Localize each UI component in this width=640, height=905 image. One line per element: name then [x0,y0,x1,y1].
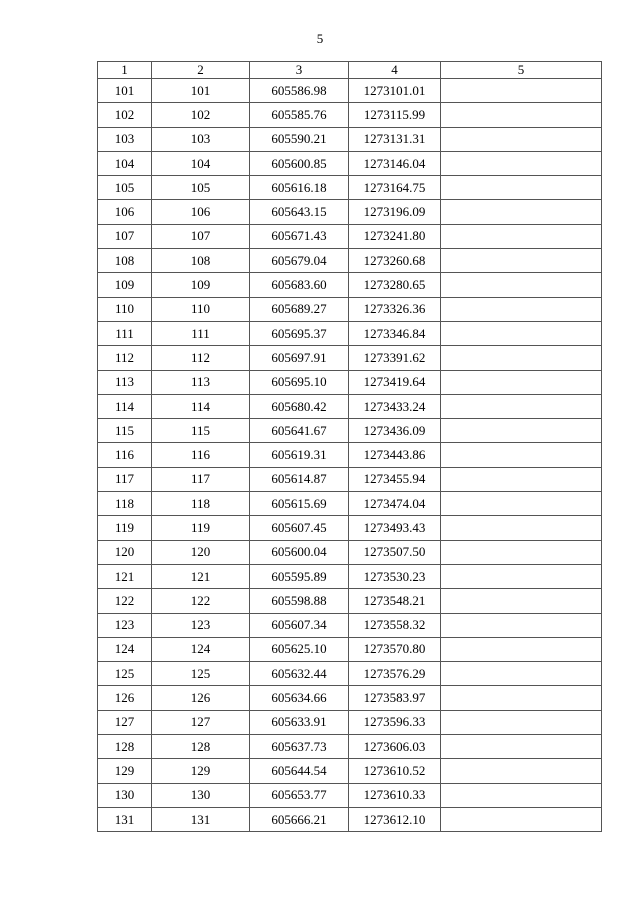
table-row [98,346,602,370]
coordinate-y-cell: 1273493.43 [349,516,441,540]
table-row [98,394,602,418]
point-number-cell: 110 [98,297,152,321]
note-cell [441,686,602,710]
point-label-cell: 129 [152,759,250,783]
note-cell [441,151,602,175]
point-number-cell: 124 [98,637,152,661]
note-cell [441,249,602,273]
point-number-cell: 107 [98,224,152,248]
coordinate-x-cell: 605585.76 [250,103,349,127]
coordinate-x-cell: 605679.04 [250,249,349,273]
note-cell [441,540,602,564]
coordinate-x-cell: 605616.18 [250,176,349,200]
coordinate-x-cell: 605590.21 [250,127,349,151]
table-row [98,127,602,151]
point-label-cell: 112 [152,346,250,370]
table-header [98,62,602,79]
coordinate-y-cell: 1273419.64 [349,370,441,394]
coordinate-y-cell: 1273558.32 [349,613,441,637]
coordinate-x-cell: 605680.42 [250,394,349,418]
header-row [98,62,602,79]
table-row [98,224,602,248]
point-label-cell: 126 [152,686,250,710]
coordinate-x-cell: 605633.91 [250,710,349,734]
coordinate-y-cell: 1273280.65 [349,273,441,297]
point-label-cell: 116 [152,443,250,467]
coordinate-y-cell: 1273164.75 [349,176,441,200]
coordinate-x-cell: 605697.91 [250,346,349,370]
point-label-cell: 110 [152,297,250,321]
coordinate-y-cell: 1273610.52 [349,759,441,783]
point-label-cell: 122 [152,589,250,613]
coordinate-x-cell: 605586.98 [250,79,349,103]
point-number-cell: 101 [98,79,152,103]
point-number-cell: 120 [98,540,152,564]
coordinate-x-cell: 605689.27 [250,297,349,321]
point-label-cell: 118 [152,492,250,516]
coordinate-x-cell: 605641.67 [250,419,349,443]
header-col-1: 1 [98,62,152,79]
coordinate-x-cell: 605695.37 [250,321,349,345]
table-row [98,710,602,734]
coordinate-x-cell: 605683.60 [250,273,349,297]
point-number-cell: 103 [98,127,152,151]
coordinate-x-cell: 605619.31 [250,443,349,467]
coordinate-x-cell: 605637.73 [250,735,349,759]
point-label-cell: 125 [152,662,250,686]
note-cell [441,662,602,686]
note-cell [441,492,602,516]
coordinates-table [97,61,602,832]
point-number-cell: 125 [98,662,152,686]
point-label-cell: 121 [152,564,250,588]
coordinate-x-cell: 605614.87 [250,467,349,491]
coordinate-y-cell: 1273576.29 [349,662,441,686]
coordinate-y-cell: 1273583.97 [349,686,441,710]
coordinate-x-cell: 605671.43 [250,224,349,248]
point-label-cell: 113 [152,370,250,394]
header-col-4: 4 [349,62,441,79]
point-number-cell: 128 [98,735,152,759]
coordinate-y-cell: 1273606.03 [349,735,441,759]
point-label-cell: 127 [152,710,250,734]
point-label-cell: 117 [152,467,250,491]
coordinate-x-cell: 605695.10 [250,370,349,394]
note-cell [441,710,602,734]
coordinate-x-cell: 605595.89 [250,564,349,588]
table-row [98,589,602,613]
point-number-cell: 117 [98,467,152,491]
note-cell [441,224,602,248]
point-number-cell: 118 [98,492,152,516]
coordinate-y-cell: 1273101.01 [349,79,441,103]
table-row [98,419,602,443]
coordinate-y-cell: 1273443.86 [349,443,441,467]
table-row [98,79,602,103]
coordinate-x-cell: 605600.04 [250,540,349,564]
note-cell [441,759,602,783]
point-number-cell: 123 [98,613,152,637]
point-label-cell: 104 [152,151,250,175]
note-cell [441,564,602,588]
point-label-cell: 102 [152,103,250,127]
point-number-cell: 111 [98,321,152,345]
point-label-cell: 119 [152,516,250,540]
note-cell [441,735,602,759]
note-cell [441,79,602,103]
coordinate-y-cell: 1273115.99 [349,103,441,127]
coordinate-y-cell: 1273326.36 [349,297,441,321]
table-row [98,662,602,686]
coordinate-y-cell: 1273474.04 [349,492,441,516]
point-label-cell: 130 [152,783,250,807]
point-label-cell: 115 [152,419,250,443]
coordinate-y-cell: 1273612.10 [349,807,441,831]
note-cell [441,783,602,807]
point-number-cell: 130 [98,783,152,807]
coordinate-x-cell: 605607.34 [250,613,349,637]
coordinate-y-cell: 1273433.24 [349,394,441,418]
note-cell [441,297,602,321]
note-cell [441,346,602,370]
table-row [98,297,602,321]
point-label-cell: 106 [152,200,250,224]
note-cell [441,394,602,418]
point-number-cell: 127 [98,710,152,734]
point-number-cell: 113 [98,370,152,394]
table-row [98,492,602,516]
coordinate-x-cell: 605625.10 [250,637,349,661]
page-number: 5 [316,31,324,46]
note-cell [441,419,602,443]
table-row [98,686,602,710]
table-row [98,735,602,759]
table-row [98,200,602,224]
note-cell [441,613,602,637]
coordinate-y-cell: 1273530.23 [349,564,441,588]
point-number-cell: 109 [98,273,152,297]
table-row [98,759,602,783]
point-label-cell: 114 [152,394,250,418]
table-row [98,613,602,637]
point-label-cell: 108 [152,249,250,273]
coordinate-y-cell: 1273596.33 [349,710,441,734]
point-label-cell: 101 [152,79,250,103]
note-cell [441,637,602,661]
point-label-cell: 123 [152,613,250,637]
coordinate-x-cell: 605653.77 [250,783,349,807]
coordinate-x-cell: 605644.54 [250,759,349,783]
point-number-cell: 126 [98,686,152,710]
coordinate-y-cell: 1273436.09 [349,419,441,443]
note-cell [441,321,602,345]
coordinate-y-cell: 1273131.31 [349,127,441,151]
note-cell [441,516,602,540]
point-number-cell: 114 [98,394,152,418]
note-cell [441,273,602,297]
point-number-cell: 131 [98,807,152,831]
table-row [98,321,602,345]
coordinate-y-cell: 1273391.62 [349,346,441,370]
table-row [98,540,602,564]
point-label-cell: 128 [152,735,250,759]
coordinate-x-cell: 605632.44 [250,662,349,686]
point-number-cell: 105 [98,176,152,200]
header-col-3: 3 [250,62,349,79]
point-label-cell: 111 [152,321,250,345]
header-col-5: 5 [441,62,602,79]
table-row [98,370,602,394]
coordinate-y-cell: 1273548.21 [349,589,441,613]
note-cell [441,807,602,831]
coordinate-x-cell: 605634.66 [250,686,349,710]
coordinate-x-cell: 605666.21 [250,807,349,831]
coordinate-y-cell: 1273570.80 [349,637,441,661]
coordinate-y-cell: 1273507.50 [349,540,441,564]
point-number-cell: 119 [98,516,152,540]
coordinate-x-cell: 605607.45 [250,516,349,540]
coordinate-y-cell: 1273455.94 [349,467,441,491]
coordinate-x-cell: 605615.69 [250,492,349,516]
coordinate-x-cell: 605600.85 [250,151,349,175]
table-body [98,79,602,832]
point-label-cell: 105 [152,176,250,200]
table-row [98,176,602,200]
point-label-cell: 124 [152,637,250,661]
point-number-cell: 121 [98,564,152,588]
coordinate-y-cell: 1273146.04 [349,151,441,175]
point-number-cell: 104 [98,151,152,175]
point-label-cell: 109 [152,273,250,297]
coordinate-y-cell: 1273196.09 [349,200,441,224]
table-row [98,443,602,467]
table-row [98,807,602,831]
coordinate-x-cell: 605643.15 [250,200,349,224]
table-row [98,273,602,297]
note-cell [441,589,602,613]
coordinate-y-cell: 1273260.68 [349,249,441,273]
note-cell [441,467,602,491]
table-row [98,151,602,175]
point-number-cell: 116 [98,443,152,467]
coordinate-y-cell: 1273610.33 [349,783,441,807]
table-row [98,249,602,273]
table-row [98,467,602,491]
header-col-2: 2 [152,62,250,79]
coordinate-x-cell: 605598.88 [250,589,349,613]
point-label-cell: 107 [152,224,250,248]
point-number-cell: 108 [98,249,152,273]
table-row [98,564,602,588]
point-label-cell: 103 [152,127,250,151]
note-cell [441,127,602,151]
point-label-cell: 120 [152,540,250,564]
table-row [98,103,602,127]
point-number-cell: 112 [98,346,152,370]
note-cell [441,370,602,394]
note-cell [441,200,602,224]
table-row [98,783,602,807]
point-number-cell: 122 [98,589,152,613]
note-cell [441,103,602,127]
point-number-cell: 115 [98,419,152,443]
point-number-cell: 106 [98,200,152,224]
point-label-cell: 131 [152,807,250,831]
coordinate-y-cell: 1273346.84 [349,321,441,345]
table-row [98,637,602,661]
coordinate-y-cell: 1273241.80 [349,224,441,248]
note-cell [441,176,602,200]
note-cell [441,443,602,467]
point-number-cell: 102 [98,103,152,127]
table-row [98,516,602,540]
point-number-cell: 129 [98,759,152,783]
